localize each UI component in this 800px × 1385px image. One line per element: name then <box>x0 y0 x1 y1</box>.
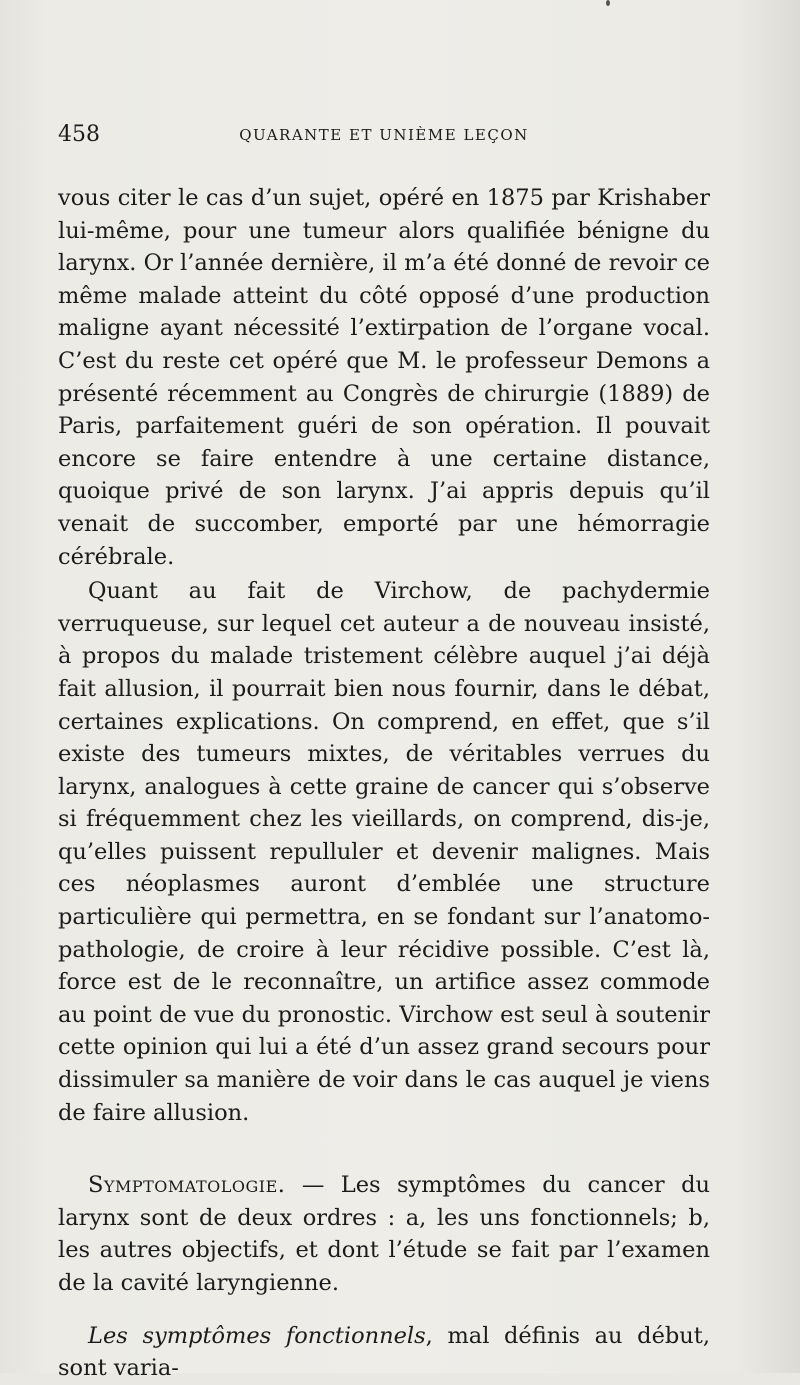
section-heading: Symptomatologie. <box>88 1172 286 1199</box>
running-title: QUARANTE ET UNIÈME LEÇON <box>239 126 529 144</box>
page-body <box>58 182 710 1385</box>
paragraph-symptomes-text: , mal définis au début, sont varia- <box>58 1322 710 1382</box>
paragraph-krishaber-case: vous citer le cas d’un sujet, opéré en 1875 par Krishaber lui-même, pour une tumeur alors qualifiée bénigne du larynx. Or l’année dernière, il m’a été donné de revoir ce même malade atteint du côté opposé d’une production maligne ayant nécessité l’extirpation de l’organe vocal. C’est du reste cet opéré que M. le professeur Demons a présenté récemment au Congrès de chirurgie (1889) de Paris, parfaitement guéri de son opération. Il pouvait encore se faire entendre à une certaine distance, quoique privé de son larynx. J’ai appris depuis qu’il venait de succomber, emporté par une hémorragie cérébrale. <box>58 185 710 570</box>
paragraph-virchow: Quant au fait de Virchow, de pachydermie verruqueuse, sur lequel cet auteur a de nouveau insisté, à propos du malade tristement célèbre auquel j’ai déjà fait allusion, il pourrait bien nous fournir, dans le débat, certaines explications. On comprend, en effet, que s’il existe des tumeurs mixtes, de véritables verrues du larynx, analogues à cette graine de cancer qui s’observe si fréquemment chez les vieillards, on comprend, dis-je, qu’elles puissent repulluler et devenir malignes. Mais ces néoplasmes auront d’emblée une structure particulière qui permettra, en se fondant sur l’anatomo-pathologie, de croire à leur récidive possible. C’est là, force est de le reconnaître, un artifice assez commode au point de vue du pronostic. Virchow est seul à soutenir cette opinion qui lui a été d’un assez grand secours pour dissimuler sa manière de voir dans le cas auquel je viens de faire allusion. <box>58 578 710 1126</box>
ink-speck <box>606 0 610 6</box>
page-header <box>58 122 710 152</box>
paragraph-symptomatologie-text: — Les symptômes du cancer du larynx sont de deux ordres : a, les uns fonctionnels; b, les autres objectifs, et dont l’étude se fait par l’examen de la cavité laryngienne. <box>58 1172 710 1296</box>
paragraph-symptomes-fonctionnels <box>58 1320 710 1385</box>
page-number: 458 <box>58 122 100 147</box>
italic-lead: Les symptômes fonctionnels <box>88 1322 426 1349</box>
paragraph-symptomatologie <box>58 1169 710 1299</box>
